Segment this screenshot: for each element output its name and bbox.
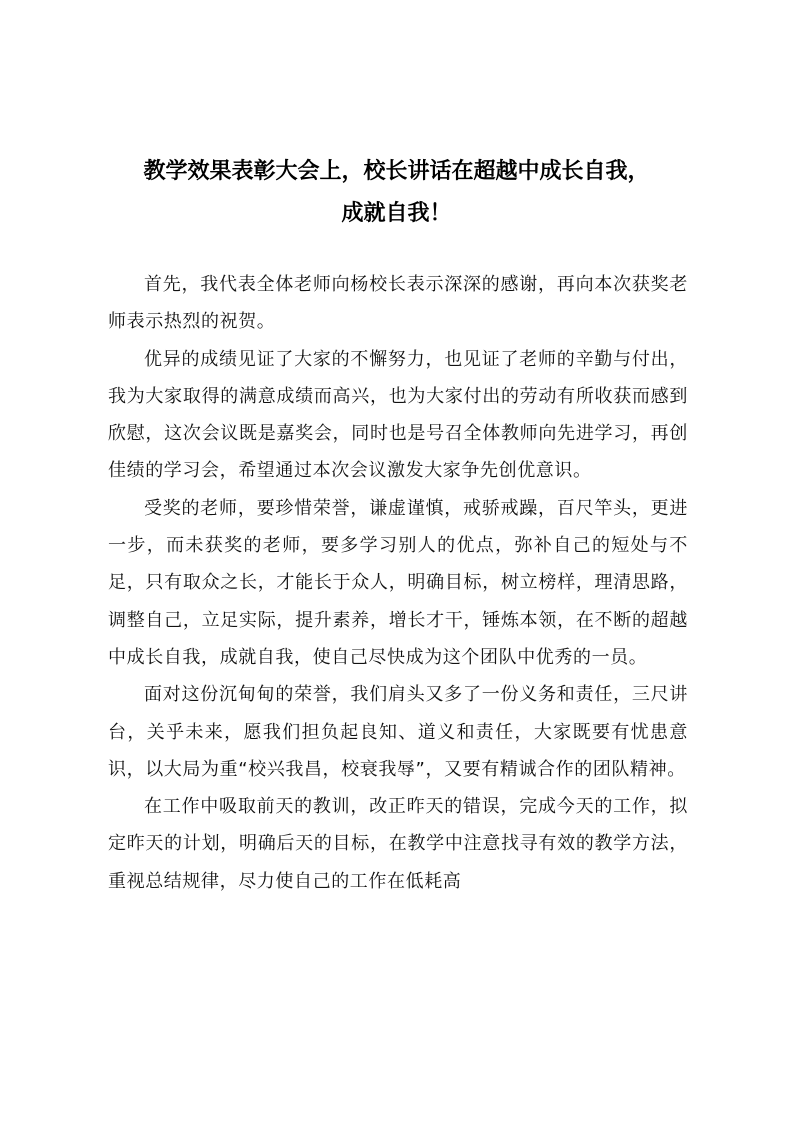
document-title — [100, 150, 693, 234]
title-line-1: 教学效果表彰大会上，校长讲话在超越中成长自我， — [143, 158, 650, 184]
paragraph: 受奖的老师，要珍惜荣誉，谦虚谨慎，戒骄戒躁，百尺竿头，更进一步，而未获奖的老师，要多学习别人的优点，弥补自己的短处与不足，只有取众之长，才能长于众人，明确目标，树立榜样，理清思路，调整自己，立足实际，提升素养，增长才干，锤炼本领，在不断的超越中成长自我，成就自我，使自己尽快成为这个团队中优秀的一员。 — [108, 497, 688, 668]
paragraph: 在工作中吸取前天的教训，改正昨天的错误，完成今天的工作，拟定昨天的计划，明确后天的目标，在教学中注意找寻有效的教学方法，重视总结规律，尽力使自己的工作在低耗高 — [108, 796, 688, 892]
document-body — [108, 266, 688, 900]
title-line-2: 成就自我！ — [341, 200, 452, 226]
paragraph: 面对这份沉甸甸的荣誉，我们肩头又多了一份义务和责任，三尺讲台，关乎未来，愿我们担负起良知、道义和责任，大家既要有忧患意识，以大局为重“校兴我昌，校衰我辱”，又要有精诚合作的团队精神。 — [108, 684, 688, 780]
paragraph: 优异的成绩见证了大家的不懈努力，也见证了老师的辛勤与付出，我为大家取得的满意成绩而高兴，也为大家付出的劳动有所收获而感到欣慰，这次会议既是嘉奖会，同时也是号召全体教师向先进学习，再创佳绩的学习会，希望通过本次会议激发大家争先创优意识。 — [108, 348, 688, 482]
paragraph: 首先，我代表全体老师向杨校长表示深深的感谢，再向本次获奖老师表示热烈的祝贺。 — [108, 274, 688, 333]
